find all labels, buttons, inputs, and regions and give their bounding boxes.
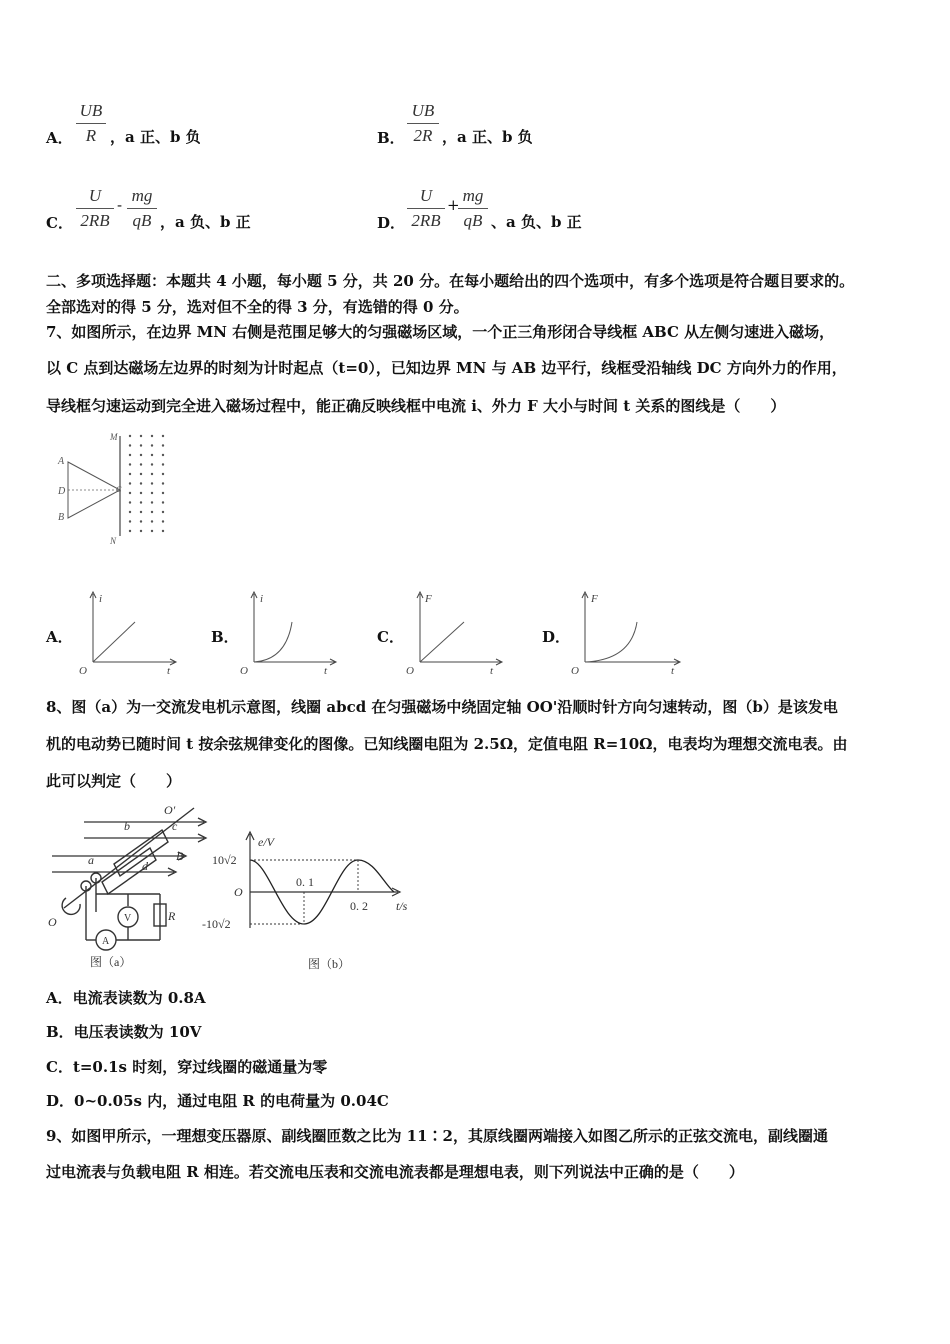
option-suffix: ，a 正、b 负 [442,128,533,146]
field-dot [151,482,153,484]
fraction: U 2RB [76,185,114,232]
option-suffix: ，a 负、b 正 [160,213,251,231]
field-dot [140,501,142,503]
option-suffix: 、a 负、b 正 [491,213,582,231]
question-7-text: 导线框匀速运动到完全进入磁场过程中，能正确反映线框中电流 i、外力 F 大小与时间 t 关系的图线是（ ） [46,397,786,415]
q8-emf-graph [198,828,420,978]
origin-label: O [571,665,579,677]
field-dot [140,454,142,456]
field-dot [151,520,153,522]
y-axis-label: i [260,593,264,605]
option-letter: D． [377,214,406,232]
x-axis-label: t [490,665,494,677]
field-dot [140,520,142,522]
fraction: mg qB [458,185,488,232]
q7-triangle-field-figure [50,428,165,546]
field-dot [129,530,131,532]
field-dot [162,473,164,475]
label-b: B [58,512,65,523]
label-c: C [116,485,122,494]
field-dot [129,454,131,456]
y-max-label: 10√2 [212,853,237,867]
field-dot [162,435,164,437]
label-c: c [172,819,178,833]
voltmeter-label: V [124,913,132,924]
x-axis-label: t [671,665,675,677]
fraction: U 2RB [407,185,445,232]
tick-label-0-2: 0. 2 [350,899,368,913]
field-dot [140,435,142,437]
x-axis-label: t [167,665,171,677]
fraction: UB 2R [407,100,439,147]
y-min-label: -10√2 [202,917,231,931]
field-dot [162,520,164,522]
field-dot [129,501,131,503]
field-dot [151,492,153,494]
graph-linear-f [406,588,506,680]
fraction: mg qB [127,185,157,232]
field-dot [140,492,142,494]
label-n: N [110,536,117,546]
field-dot [162,511,164,513]
origin-label: O [234,885,243,899]
field-dot [140,473,142,475]
question-9-text: 过电流表与负载电阻 R 相连。若交流电压表和交流电流表都是理想电表，则下列说法中正确的是（ ） [46,1163,744,1181]
origin-label: O [240,665,248,677]
label-d: d [142,859,148,873]
fraction: UB R [76,100,106,147]
field-dot [162,444,164,446]
q8-generator-figure [44,800,214,975]
field-dot [140,482,142,484]
question-7-text: 以 C 点到达磁场左边界的时刻为计时起点（t=0），已知边界 MN 与 AB 边平行，线框受沿轴线 DC 方向外力的作用， [46,359,847,377]
field-dot [140,444,142,446]
y-axis-label: e/V [258,835,274,849]
section-heading-line: 二、多项选择题：本题共 4 小题，每小题 5 分，共 20 分。在每小题给出的四个选项中，有多个选项是符合题目要求的。 [46,272,855,290]
q8-option-d[interactable]: D．0~0.05s 内，通过电阻 R 的电荷量为 0.04C [46,1092,389,1110]
field-dot [151,454,153,456]
y-axis-label: F [425,593,432,605]
label-magnetic-field-b: B [176,849,184,863]
field-dot [129,435,131,437]
option-letter: A． [46,129,73,147]
graph-curve-i [240,588,340,680]
ammeter-label: A [102,936,110,947]
label-d: D [58,486,66,497]
q8-option-b[interactable]: B．电压表读数为 10V [46,1023,202,1041]
field-dot [140,511,142,513]
question-8-text: 8、图（a）为一交流发电机示意图，线圈 abcd 在匀强磁场中绕固定轴 OO'沿顺时针方向匀速转动，图（b）是该发电 [46,698,838,716]
option-suffix: ，a 正、b 负 [110,128,201,146]
figure-a-caption: 图（a） [90,955,132,969]
graph-curve-f [571,588,686,680]
question-7-text: 7、如图所示，在边界 MN 右侧是范围足够大的匀强磁场区域，一个正三角形闭合导线框 ABC 从左侧匀速进入磁场， [46,323,835,341]
y-axis-label: i [99,593,103,605]
field-dot [151,435,153,437]
graph-linear-i [75,588,180,680]
field-dot [129,520,131,522]
field-dot [162,501,164,503]
field-dot [129,473,131,475]
tick-label-0-1: 0. 1 [296,875,314,889]
y-axis-label: F [591,593,598,605]
origin-label: O [79,665,87,677]
field-dot [162,454,164,456]
option-letter: A． [46,628,73,646]
section-heading-line: 全部选对的得 5 分，选对但不全的得 3 分，有选错的得 0 分。 [46,298,469,316]
origin-label: O [406,665,414,677]
field-dot [140,463,142,465]
field-dot [151,511,153,513]
field-dot [162,482,164,484]
field-dot [151,444,153,446]
field-dot [151,501,153,503]
q8-option-a[interactable]: A．电流表读数为 0.8A [46,989,206,1007]
field-dot [162,463,164,465]
field-dot [151,473,153,475]
resistor-label: R [168,909,176,923]
label-b: b [124,819,130,833]
option-letter: D． [542,628,571,646]
figure-b-caption: 图（b） [308,957,351,971]
question-9-text: 9、如图甲所示，一理想变压器原、副线圈匝数之比为 11∶2，其原线圈两端接入如图乙所示的正弦交流电，副线圈通 [46,1127,828,1145]
x-axis-label: t/s [396,899,408,913]
label-m: M [110,432,118,442]
x-axis-label: t [324,665,328,677]
label-o-prime: O′ [164,803,176,817]
option-letter: C． [377,628,404,646]
field-dot [129,482,131,484]
field-dot [140,530,142,532]
q8-option-c[interactable]: C．t=0.1s 时刻，穿过线圈的磁通量为零 [46,1058,328,1076]
field-dot [151,463,153,465]
label-o: O [48,915,57,929]
operator: - [117,196,123,214]
label-a: A [58,456,65,467]
operator: + [447,196,460,214]
field-dot [162,492,164,494]
field-dot [129,492,131,494]
option-letter: C． [46,214,73,232]
option-letter: B． [211,628,239,646]
field-dot [129,463,131,465]
label-a: a [88,853,94,867]
field-dot [129,444,131,446]
field-dot [151,530,153,532]
question-8-text: 机的电动势已随时间 t 按余弦规律变化的图像。已知线圈电阻为 2.5Ω，定值电阻 R=10Ω，电表均为理想交流电表。由 [46,735,848,753]
question-8-text: 此可以判定（ ） [46,772,182,790]
field-dot [129,511,131,513]
option-letter: B． [377,129,405,147]
field-dot [162,530,164,532]
